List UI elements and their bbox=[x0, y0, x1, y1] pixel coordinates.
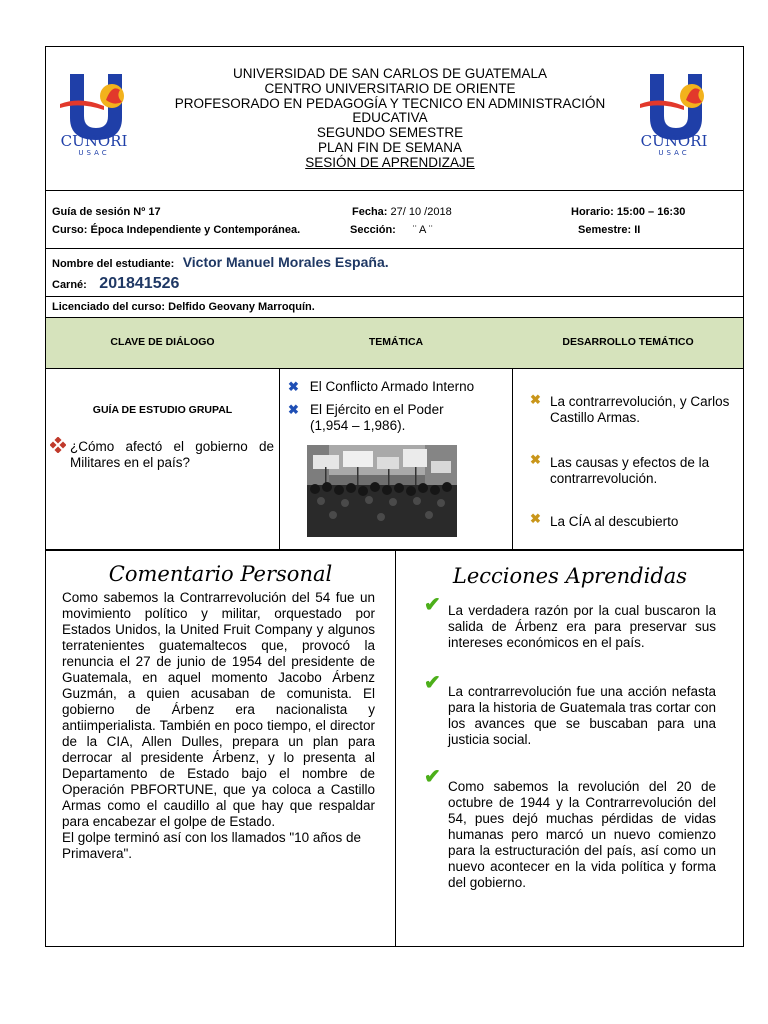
protest-photo bbox=[307, 445, 457, 537]
check-mark-icon: ✔ bbox=[424, 766, 441, 788]
seccion-value: ¨ A ¨ bbox=[412, 224, 433, 236]
leccion-item: Como sabemos la revolución del 20 de octubre de 1944 y la Contrarrevolución del 54, pues dejó muchas pérdidas de vidas humanas pero marcó un nuevo comienzo para la estructuración del país, así como un nuevo acontecer en la vida política y forma del gobierno. bbox=[448, 779, 716, 890]
svg-text:USAC: USAC bbox=[78, 149, 110, 156]
x-mark-gold-icon: ✖ bbox=[530, 511, 541, 526]
desarrollo-item: La CÍA al descubierto bbox=[550, 514, 679, 529]
clave-title: GUÍA DE ESTUDIO GRUPAL bbox=[92, 404, 233, 416]
x-mark-blue-icon: ✖ bbox=[288, 379, 299, 394]
col-header-desarrollo: DESARROLLO TEMÁTICO bbox=[562, 336, 694, 348]
fecha-field bbox=[352, 206, 452, 218]
leccion-item: La verdadera razón por la cual buscaron la salida de Árbenz era para preservar sus intereses económicos en el país. bbox=[448, 603, 716, 650]
fecha-value: 27/ 10 /2018 bbox=[390, 206, 452, 218]
reflection-divider bbox=[395, 550, 396, 947]
header-line: PROFESORADO EN PEDAGOGÍA Y TECNICO EN ADMINISTRACIÓN bbox=[174, 95, 606, 111]
check-mark-icon: ✔ bbox=[424, 672, 441, 694]
seccion-field bbox=[350, 224, 432, 236]
check-mark-icon: ✔ bbox=[424, 594, 441, 616]
header-line: EDUCATIVA bbox=[352, 110, 428, 126]
carne-row bbox=[52, 275, 179, 293]
comentario-closing: El golpe terminó así con los llamados "10 años de Primavera". bbox=[62, 830, 361, 861]
tematica-item bbox=[288, 379, 510, 395]
comentario-paragraph: Como sabemos la Contrarrevolución del 54 fue un movimiento político y militar, orquestado por Estados Unidos, la United Fruit Company y algunos terratenientes guatemaltecos que, provocó la renuncia el 27 de junio de 1954 del presidente de Guatemala, en aquel momento Jacobo Árbenz Guzmán, a quien acusaban de comunista. El gobierno de Árbenz era nacionalista y antiimperialista. También en poco tiempo, el director de la CIA, Allen Dulles, prepara un plan para derrocar al presidente Árbenz, y lo presenta al Departamento de Estado bajo el nombre de Operación PBFORTUNE, que ya coloca a Castillo Armas como el caudillo al que hay que respaldar para encabezar el golpe de Estado. bbox=[62, 590, 375, 829]
clave-question: ¿Cómo afectó el gobierno de Militares en el país? bbox=[70, 439, 274, 470]
header-line: SEGUNDO SEMESTRE bbox=[316, 125, 464, 141]
desarrollo-item: La contrarrevolución, y Carlos Castillo Armas. bbox=[550, 394, 730, 425]
lecciones-title: Lecciones Aprendidas bbox=[452, 564, 688, 588]
seccion-label: Sección: bbox=[350, 224, 396, 236]
institution-header bbox=[120, 67, 660, 171]
divider-student bbox=[45, 296, 744, 297]
carne-value: 201841526 bbox=[99, 275, 180, 292]
horario-label: Horario: 15:00 – 16:30 bbox=[571, 206, 686, 218]
comentario-body bbox=[62, 590, 375, 862]
curso-label: Curso: Época Independiente y Contemporánea. bbox=[52, 224, 301, 236]
col-header-tematica: TEMÁTICA bbox=[368, 336, 424, 348]
fecha-label: Fecha: bbox=[352, 206, 388, 218]
student-name-row bbox=[52, 254, 389, 272]
leccion-item: La contrarrevolución fue una acción nefasta para la historia de Guatemala tras cortar con los avances que se buscaban para una justicia social. bbox=[448, 684, 716, 747]
x-mark-gold-icon: ✖ bbox=[530, 452, 541, 467]
tematica-item-text: El Ejército en el Poder (1,954 – 1,986). bbox=[310, 402, 444, 433]
student-name-label: Nombre del estudiante: bbox=[52, 258, 175, 270]
svg-text:USAC: USAC bbox=[658, 149, 690, 156]
divider-colheaders bbox=[45, 368, 744, 369]
header-session-title: SESIÓN DE APRENDIZAJE bbox=[305, 154, 475, 170]
header-line: PLAN FIN DE SEMANA bbox=[317, 139, 463, 155]
divider-info bbox=[45, 248, 744, 249]
x-mark-gold-icon: ✖ bbox=[530, 392, 541, 407]
x-mark-blue-icon: ✖ bbox=[288, 402, 299, 417]
student-name-value: Victor Manuel Morales España. bbox=[182, 254, 389, 270]
semestre-label: Semestre: II bbox=[578, 224, 641, 236]
divider-header bbox=[45, 190, 744, 191]
svg-text:CUNORI: CUNORI bbox=[640, 132, 708, 150]
tematica-item-text: El Conflicto Armado Interno bbox=[309, 379, 475, 394]
header-line: CENTRO UNIVERSITARIO DE ORIENTE bbox=[264, 80, 516, 96]
diamond-cluster-icon bbox=[50, 437, 68, 455]
svg-text:CUNORI: CUNORI bbox=[60, 132, 128, 150]
guia-label: Guía de sesión Nº 17 bbox=[52, 206, 161, 218]
carne-label: Carné: bbox=[52, 279, 87, 291]
col-header-clave: CLAVE DE DIÁLOGO bbox=[110, 336, 215, 348]
comentario-title: Comentario Personal bbox=[108, 562, 333, 586]
header-line: UNIVERSIDAD DE SAN CARLOS DE GUATEMALA bbox=[232, 66, 548, 81]
licenciado-label: Licenciado del curso: Delfido Geovany Marroquín. bbox=[52, 301, 315, 313]
desarrollo-item: Las causas y efectos de la contrarrevolución. bbox=[550, 455, 710, 486]
